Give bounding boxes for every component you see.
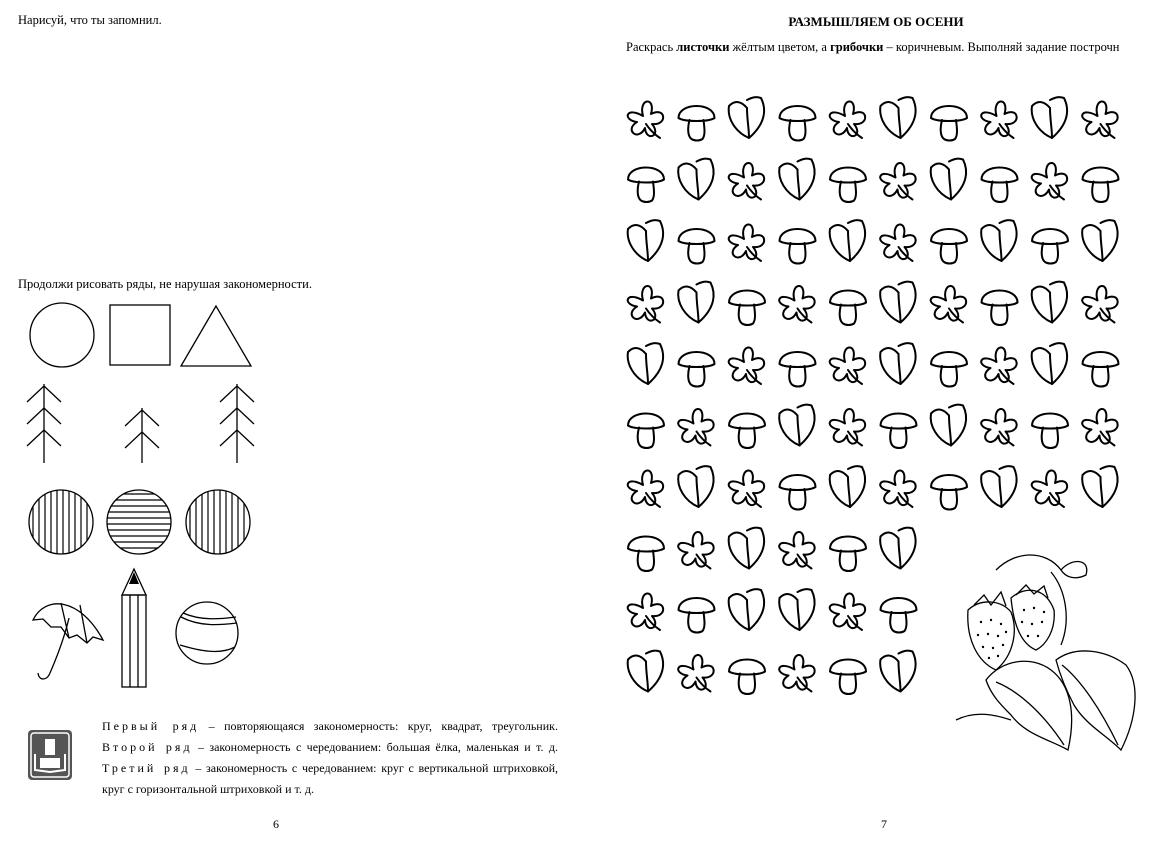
mushroom-icon <box>830 660 866 695</box>
circle-shape <box>30 303 94 367</box>
clover-leaf-icon <box>830 101 865 138</box>
triangle-shape <box>181 306 251 366</box>
leaf-icon <box>628 651 663 692</box>
leaf-icon <box>779 159 814 200</box>
page-number-left: 6 <box>273 817 279 831</box>
mushroom-icon <box>830 291 866 326</box>
clover-leaf-icon <box>779 655 814 692</box>
mushroom-icon <box>1083 352 1119 387</box>
clover-leaf-icon <box>1082 101 1117 138</box>
clover-leaf-icon <box>981 409 1016 446</box>
clover-leaf-icon <box>880 163 915 200</box>
square-shape <box>110 305 170 365</box>
leaf-icon <box>628 343 663 384</box>
clover-leaf-icon <box>1082 409 1117 446</box>
clover-leaf-icon <box>830 593 865 630</box>
leaf-icon <box>981 466 1016 507</box>
clover-leaf-icon <box>880 224 915 261</box>
mushroom-icon <box>830 168 866 203</box>
trees-row <box>25 380 265 470</box>
instruction-part-1: Раскрась <box>626 40 677 54</box>
leaf-icon <box>678 466 713 507</box>
clover-leaf-icon <box>1082 286 1117 323</box>
leaf-icon <box>1082 466 1117 507</box>
mushroom-icon <box>780 475 816 510</box>
leaf-icon <box>931 159 966 200</box>
clover-leaf-icon <box>729 347 764 384</box>
instruction-draw: Нарисуй, что ты запомнил. <box>18 13 162 27</box>
umbrella-drawing <box>33 603 103 679</box>
mushroom-icon <box>729 414 765 449</box>
row1-label: Первый ряд <box>102 719 200 733</box>
clover-leaf-icon <box>981 347 1016 384</box>
mushroom-icon <box>780 229 816 264</box>
leaf-icon <box>729 528 764 569</box>
leaf-icon <box>880 651 915 692</box>
big-tree-1 <box>27 384 61 463</box>
ball-drawing <box>176 602 238 664</box>
mushroom-icon <box>780 352 816 387</box>
leaf-icon <box>729 589 764 630</box>
leaf-icon <box>1032 282 1067 323</box>
row3-text: – закономерность с чередованием: круг с вертикальной штриховкой, круг с горизонтальной штриховкой и т. д. <box>102 761 558 796</box>
mushroom-icon <box>780 106 816 141</box>
row2-text: – закономерность с чередованием: большая ёлка, маленькая и т. д. <box>192 740 558 754</box>
mushroom-icon <box>679 106 715 141</box>
big-tree-2 <box>220 384 254 463</box>
clover-leaf-icon <box>628 101 663 138</box>
mushroom-icon <box>628 537 664 572</box>
mushroom-icon <box>830 537 866 572</box>
mushroom-icon <box>628 168 664 203</box>
mushroom-icon <box>931 106 967 141</box>
mushroom-icon <box>982 291 1018 326</box>
mushroom-icon <box>628 414 664 449</box>
clover-leaf-icon <box>779 286 814 323</box>
mushroom-icon <box>729 660 765 695</box>
clover-leaf-icon <box>1032 470 1067 507</box>
leaf-icon <box>779 589 814 630</box>
mushroom-icon <box>982 168 1018 203</box>
leaf-icon <box>931 405 966 446</box>
mushroom-icon <box>931 475 967 510</box>
objects-row <box>25 565 275 695</box>
page-number-right: 7 <box>881 817 887 831</box>
explanation-note <box>102 716 558 800</box>
pencil-drawing <box>122 569 146 687</box>
mushroom-icon <box>931 352 967 387</box>
leaf-icon <box>729 97 764 138</box>
row1-text: – повторяющаяся закономерность: круг, квадрат, треугольник. <box>199 719 558 733</box>
clover-leaf-icon <box>678 655 713 692</box>
book-icon <box>28 730 72 780</box>
clover-leaf-icon <box>678 532 713 569</box>
clover-leaf-icon <box>628 593 663 630</box>
small-tree <box>125 408 159 463</box>
leaf-icon <box>880 282 915 323</box>
mushroom-icon <box>1032 229 1068 264</box>
leaf-icon <box>981 220 1016 261</box>
clover-leaf-icon <box>1032 163 1067 200</box>
clover-leaf-icon <box>628 286 663 323</box>
clover-leaf-icon <box>931 286 966 323</box>
leaf-icon <box>678 282 713 323</box>
right-page <box>584 0 1168 846</box>
mushroom-icon <box>931 229 967 264</box>
instruction-part-3: – коричневым. Выполняй задание построчн <box>883 40 1120 54</box>
mushroom-icon <box>881 414 917 449</box>
clover-leaf-icon <box>830 409 865 446</box>
clover-leaf-icon <box>729 470 764 507</box>
clover-leaf-icon <box>729 163 764 200</box>
shapes-row <box>25 300 265 380</box>
mushroom-icon <box>881 598 917 633</box>
clover-leaf-icon <box>880 470 915 507</box>
clover-leaf-icon <box>779 532 814 569</box>
mushroom-icon <box>679 598 715 633</box>
row2-label: Второй ряд <box>102 740 193 754</box>
leaf-icon <box>830 220 865 261</box>
leaf-icon <box>628 220 663 261</box>
leaf-icon <box>830 466 865 507</box>
page-title: РАЗМЫШЛЯЕМ ОБ ОСЕНИ <box>788 14 964 29</box>
clover-leaf-icon <box>830 347 865 384</box>
leaf-icon <box>1032 97 1067 138</box>
mushroom-icon <box>729 291 765 326</box>
instruction-mushrooms-word: грибочки <box>830 40 884 54</box>
clover-leaf-icon <box>678 409 713 446</box>
leaf-icon <box>1032 343 1067 384</box>
row3-label: Третий ряд <box>102 761 191 775</box>
leaf-icon <box>779 405 814 446</box>
leaf-icon <box>880 528 915 569</box>
mushroom-icon <box>679 229 715 264</box>
strawberry-illustration <box>956 550 1156 790</box>
instruction-continue: Продолжи рисовать ряды, не нарушая закономерности. <box>18 277 312 291</box>
clover-leaf-icon <box>981 101 1016 138</box>
leaf-icon <box>1082 220 1117 261</box>
instruction-part-2: жёлтым цветом, а <box>729 40 831 54</box>
leaf-icon <box>678 159 713 200</box>
hatched-circles-row <box>25 485 275 565</box>
mushroom-icon <box>1083 168 1119 203</box>
instruction-leaves-word: листочки <box>676 40 730 54</box>
leaf-icon <box>880 97 915 138</box>
leaf-icon <box>880 343 915 384</box>
mushroom-icon <box>1032 414 1068 449</box>
clover-leaf-icon <box>628 470 663 507</box>
clover-leaf-icon <box>729 224 764 261</box>
mushroom-icon <box>679 352 715 387</box>
